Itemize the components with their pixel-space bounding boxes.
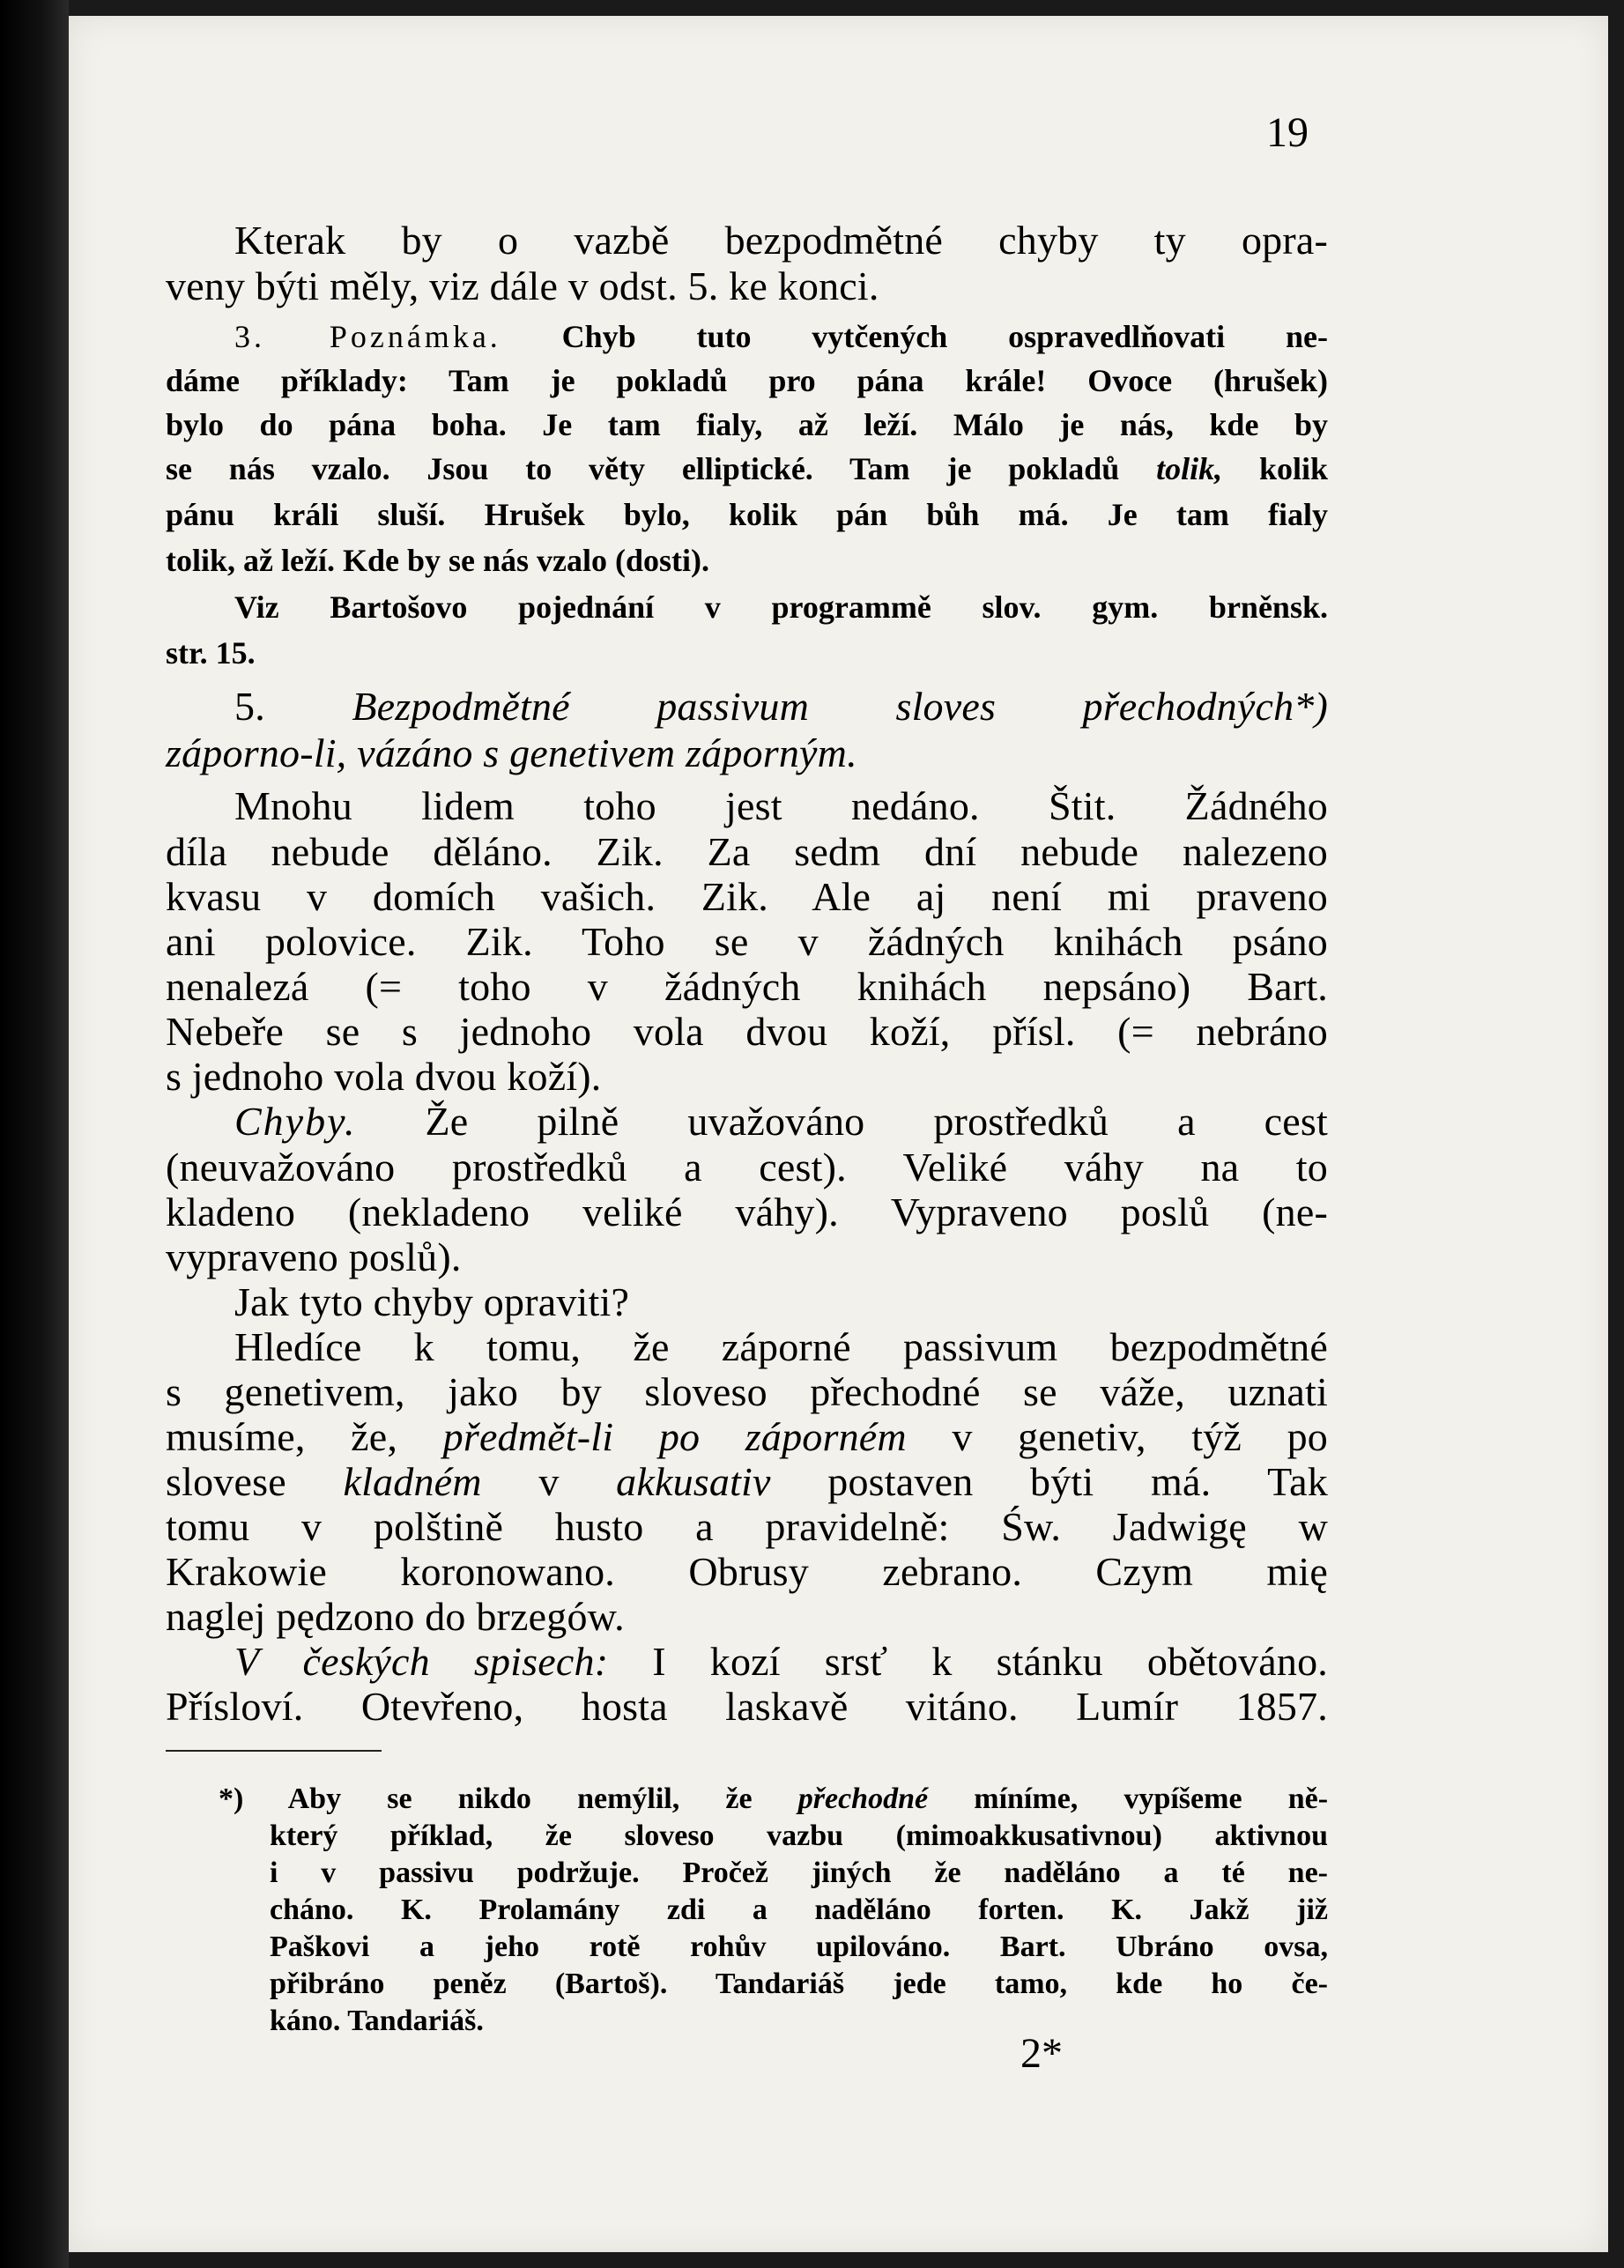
errors-line1 [234,1098,1328,1145]
hledice-line3-italic: předmět-li po záporném [442,1414,907,1459]
hledice-line6: Krakowie koronowano. Obrusy zebrano. Czym mię [166,1549,1328,1594]
errors-line3: kladeno (nekladeno veliké váhy). Vypraveno poslů (ne- [166,1190,1328,1234]
errors-line1-rest: Že pilně uvažováno prostředků a cest [425,1099,1328,1144]
body-line5: nenalezá (= toho v žádných knihách nepsáno) Bart. [166,964,1328,1009]
note3-line5: pánu králi sluší. Hrušek bylo, kolik pán bůh má. Je tam fialy [166,497,1328,532]
hledice-line3-a: musíme, že, [166,1414,398,1459]
footnote-line1-c: míníme, vypíšeme ně- [974,1783,1329,1815]
hledice-line4-c: v [538,1459,560,1504]
body-line1: Mnohu lidem toho jest nedáno. Štit. Žádného [234,783,1328,828]
hledice-line7: naglej pędzono do brzegów. [166,1594,625,1639]
note3-line1 [234,318,1328,355]
body-line7: s jednoho vola dvou koží). [166,1054,602,1099]
note3-line7: Viz Bartošovo pojednání v programmě slov. gym. brněnsk. [234,589,1328,625]
section5-title-line2: záporno-li, vázáno s genetivem záporným. [166,730,857,775]
section5-number: 5. [234,684,265,729]
page-number: 19 [1266,109,1309,156]
footnote-line1 [219,1783,1328,1816]
body-line6: Nebeře se s jednoho vola dvou koží, přísl. (= nebráno [166,1009,1328,1054]
hledice-line4-italic2: akkusativ [616,1459,771,1504]
hledice-line4 [166,1458,1328,1505]
hledice-line4-italic1: kladném [343,1459,482,1504]
note3-line6-a: tolik, [166,543,236,578]
hledice-line4-e: postaven býti má. Tak [827,1459,1328,1504]
errors-line4: vypraveno poslů). [166,1234,462,1279]
footnote-mark: *) [219,1783,244,1815]
hledice-line3-c: v genetiv, týž po [952,1414,1329,1459]
footnote-line5: Paškovi a jeho rotě rohův upilováno. Bart. Ubráno ovsa, [270,1931,1328,1963]
note3-line4-italic: tolik, [1156,451,1223,486]
signature-mark: 2* [1020,2030,1063,2077]
footnote-line4: cháno. K. Prolamány zdi a naděláno forten. K. Jakž již [270,1894,1328,1926]
footnote-line7: káno. Tandariáš. [270,2005,484,2037]
para1-line1: Kterak by o vazbě bezpodmětné chyby ty opra- [234,218,1328,263]
errors-label: Chyby. [234,1099,357,1144]
note3-line6 [166,542,1328,579]
note3-line8: str. 15. [166,635,256,671]
errors-line2: (neuvažováno prostředků a cest). Veliké váhy na to [166,1145,1328,1190]
section5-title-line1 [234,683,1328,730]
body-line3: kvasu v domích vašich. Zik. Ale aj není mi praveno [166,874,1328,919]
czech-writings-line1 [234,1638,1328,1685]
note3-line4-c: kolik [1258,451,1329,486]
hledice-line3 [166,1413,1328,1460]
hledice-line4-a: slovese [166,1459,286,1504]
note3-line2: dáme příklady: Tam je pokladů pro pána krále! Ovoce (hrušek) [166,363,1328,398]
section5-title-a: Bezpodmětné passivum sloves přechodných*) [352,684,1328,729]
czech-writings-line2: Přísloví. Otevřeno, hosta laskavě vitáno. Lumír 1857. [166,1684,1328,1729]
footnote-line1-a: Aby se nikdo nemýlil, že [287,1783,753,1815]
note3-line4-a: se nás vzalo. Jsou to věty elliptické. Tam je pokladů [166,451,1120,486]
note3-line6-b: až leží. Kde by se nás vzalo (dosti). [243,543,709,578]
hledice-line2: s genetivem, jako by sloveso přechodné se váže, uznati [166,1369,1328,1414]
footnote-line3: i v passivu podržuje. Pročež jiných že naděláno a té ne- [270,1857,1328,1889]
book-page [69,16,1608,2252]
question-line: Jak tyto chyby opraviti? [234,1279,630,1324]
body-line4: ani polovice. Zik. Toho se v žádných knihách psáno [166,919,1328,964]
hledice-line1: Hledíce k tomu, že záporné passivum bezpodmětné [234,1324,1328,1369]
note3-label: 3. Poznámka. [234,319,501,354]
footnote-line1-italic: přechodné [797,1783,929,1815]
hledice-line5: tomu v polštině husto a pravidelně: Św. Jadwigę w [166,1504,1328,1549]
footnote-line2: který příklad, že sloveso vazbu (mimoakkusativnou) aktivnou [270,1820,1328,1852]
footnote-line6: přibráno peněz (Bartoš). Tandariáš jede tamo, kde ho če- [270,1968,1328,2000]
note3-line3: bylo do pána boha. Je tam fialy, až leží. Málo je nás, kde by [166,407,1328,442]
body-line2: díla nebude děláno. Zik. Za sedm dní nebude nalezeno [166,829,1328,874]
czech-writings-label: V českých spisech: [234,1639,609,1684]
czech-writings-line1-rest: I kozí srsť k stánku obětováno. [652,1639,1328,1684]
footnote-divider [166,1750,382,1752]
note3-line4 [166,450,1328,487]
scan-edge [0,0,69,2268]
para1-line2: veny býti měly, viz dále v odst. 5. ke konci. [166,263,879,308]
note3-line1-rest: Chyb tuto vytčených ospravedlňovati ne- [561,319,1328,354]
